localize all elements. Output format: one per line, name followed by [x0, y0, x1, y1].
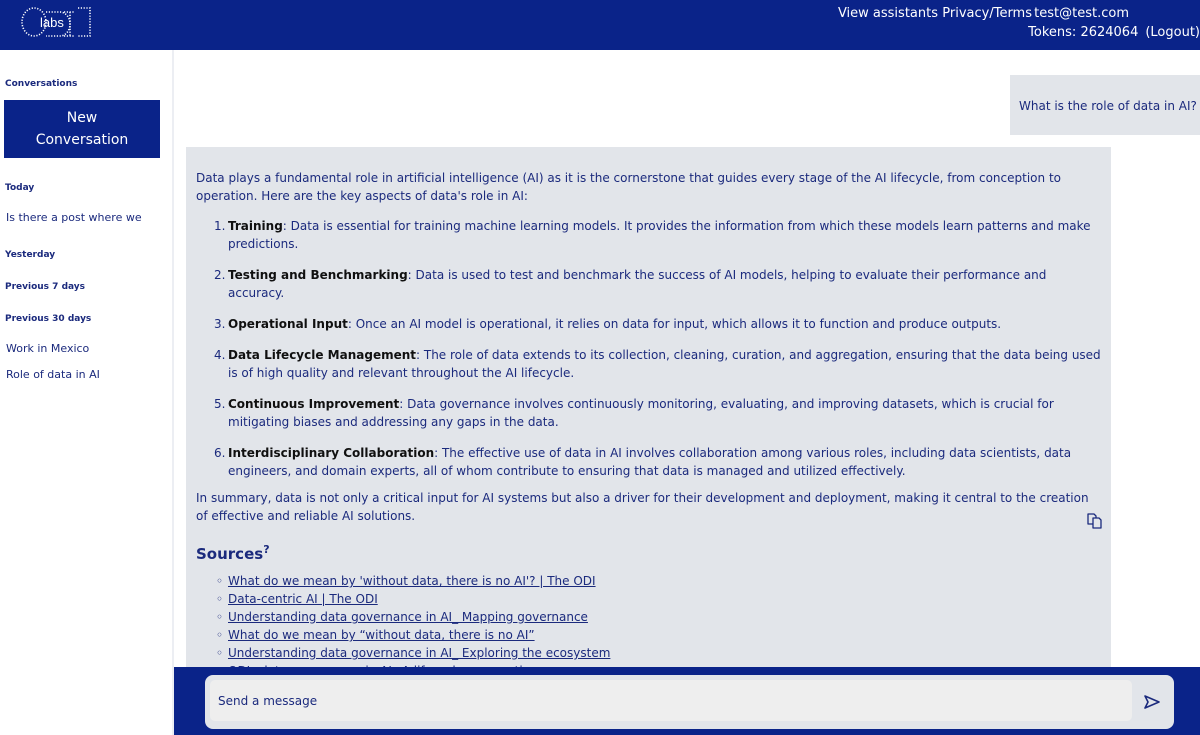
conversation-item[interactable]: Role of data in AI — [6, 368, 100, 381]
token-balance — [1028, 25, 1200, 40]
message-input[interactable] — [210, 680, 1132, 721]
logout-link[interactable]: (Logout) — [1145, 25, 1200, 40]
list-item — [216, 315, 1101, 333]
conversation-sidebar — [0, 50, 174, 735]
message-composer — [174, 667, 1200, 735]
new-conversation-line2: Conversation — [35, 132, 129, 148]
conversation-item[interactable]: Work in Mexico — [6, 342, 90, 355]
source-link[interactable]: Data-centric AI | The ODI — [228, 592, 378, 606]
item-number: 4. — [214, 348, 226, 362]
source-item — [216, 590, 1101, 608]
sources-help-icon[interactable]: ? — [263, 543, 270, 556]
sources-title: Sources — [196, 545, 264, 563]
source-item — [216, 626, 1101, 644]
source-link[interactable]: What do we mean by 'without data, there is no AI'? | The ODI — [228, 574, 596, 588]
assistant-intro: Data plays a fundamental role in artificial intelligence (AI) as it is the cornerstone that guides every stage of the AI lifecycle, from conception to operation. Here are the key aspects of data's role in AI: — [196, 171, 1061, 203]
send-icon[interactable] — [1141, 691, 1163, 713]
source-link[interactable]: What do we mean by “without data, there is no AI” — [228, 628, 535, 642]
source-item — [216, 644, 1101, 662]
group-label-previous-7-days: Previous 7 days — [5, 282, 86, 292]
chat-area — [174, 50, 1200, 735]
tokens-label: Tokens: 2624064 — [1028, 25, 1139, 40]
item-number: 6. — [214, 446, 226, 460]
group-label-yesterday: Yesterday — [5, 250, 56, 260]
user-message-bubble: What is the role of data in AI? — [1010, 75, 1200, 135]
privacy-terms-link[interactable]: Privacy/Terms — [942, 6, 1032, 21]
conversation-item[interactable]: Is there a post where we — [6, 211, 142, 224]
source-item — [216, 608, 1101, 626]
item-number: 3. — [214, 317, 226, 331]
list-item — [216, 217, 1101, 253]
item-text: : The role of data extends to its collection, cleaning, curation, and aggregation, ensuring that the data being used is of high quality and relevant throughout the AI lifecycle. — [228, 348, 1101, 380]
item-term: Operational Input — [228, 317, 348, 331]
odi-labs-logo[interactable] — [20, 4, 94, 40]
list-item — [216, 395, 1101, 431]
assistant-summary: In summary, data is not only a critical input for AI systems but also a driver for their development and deployment, making it central to the creation of effective and reliable AI solutions. — [196, 491, 1089, 523]
item-term: Training — [228, 219, 283, 233]
sources-heading — [196, 541, 1101, 563]
item-text: : The effective use of data in AI involves collaboration among various roles, including data scientists, data engineers, and domain experts, all of whom contribute to ensuring that data is managed and utilized effectively. — [228, 446, 1072, 478]
key-aspects-list — [216, 217, 1101, 480]
list-item — [216, 444, 1101, 480]
view-assistants-link[interactable]: View assistants — [837, 6, 938, 21]
item-term: Testing and Benchmarking — [228, 268, 408, 282]
message-input-wrapper — [205, 675, 1174, 729]
item-text: : Data governance involves continuously monitoring, evaluating, and improving datasets, which is crucial for mitigating biases and addressing any gaps in the data. — [228, 397, 1054, 429]
assistant-message-bubble — [186, 147, 1111, 667]
svg-text:labs: labs — [40, 15, 64, 30]
item-text: : Data is used to test and benchmark the success of AI models, helping to evaluate their performance and accuracy. — [228, 268, 1047, 300]
source-link[interactable]: Understanding data governance in AI_ Mapping governance — [228, 610, 588, 624]
item-number: 2. — [214, 268, 226, 282]
source-item — [216, 572, 1101, 590]
group-label-previous-30-days: Previous 30 days — [5, 314, 92, 324]
item-number: 5. — [214, 397, 226, 411]
list-item — [216, 266, 1101, 302]
copy-icon[interactable] — [1086, 512, 1104, 530]
sources-list — [216, 572, 1101, 680]
item-text: : Once an AI model is operational, it relies on data for input, which allows it to function and produce outputs. — [347, 317, 1002, 331]
conversations-heading: Conversations — [5, 79, 78, 89]
user-email: test@test.com — [1034, 6, 1129, 21]
item-text: : Data is essential for training machine learning models. It provides the information from which these models learn patterns and make predictions. — [228, 219, 1091, 251]
item-term: Interdisciplinary Collaboration — [228, 446, 435, 460]
item-number: 1. — [214, 219, 226, 233]
group-label-today: Today — [5, 183, 35, 193]
list-item — [216, 346, 1101, 382]
top-header — [0, 0, 1200, 50]
new-conversation-line1: New — [66, 110, 98, 126]
new-conversation-button[interactable] — [4, 100, 160, 158]
item-term: Data Lifecycle Management — [228, 348, 416, 362]
item-term: Continuous Improvement — [228, 397, 400, 411]
source-link[interactable]: Understanding data governance in AI_ Exploring the ecosystem — [228, 646, 611, 660]
